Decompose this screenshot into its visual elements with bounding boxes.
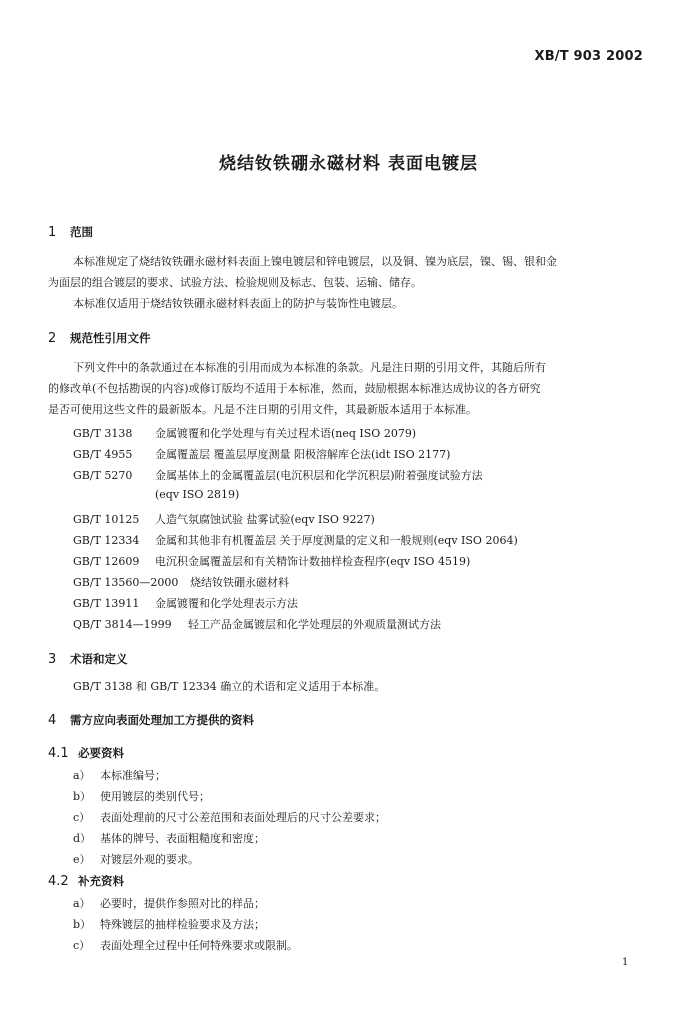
standard-code: XB/T 903 2002: [534, 49, 643, 64]
section-title: 需方应向表面处理加工方提供的资料: [70, 713, 254, 727]
reference-title: 金属覆盖层 覆盖层厚度测量 阳极溶解库仑法(idt ISO 2177): [155, 448, 451, 461]
section-4-1-heading: [48, 745, 124, 761]
section-title: 术语和定义: [70, 652, 128, 666]
section-title: 必要资料: [78, 746, 124, 760]
reference-item: [73, 532, 518, 548]
reference-code: QB/T 3814—1999: [73, 618, 172, 631]
required-item: [73, 851, 199, 867]
reference-code: GB/T 4955: [73, 448, 133, 461]
reference-code: GB/T 12609: [73, 555, 140, 568]
normative-intro-line-3: 是否可使用这些文件的最新版本。凡是不注日期的引用文件，其最新版本适用于本标准。: [48, 403, 477, 416]
scope-paragraph-1-line-2: 为面层的组合镀层的要求、试验方法、检验规则及标志、包装、运输、储存。: [48, 276, 422, 289]
document-title: 烧结钕铁硼永磁材料 表面电镀层: [219, 154, 478, 174]
reference-title: 轻工产品金属镀层和化学处理层的外观质量测试方法: [188, 618, 441, 631]
reference-item: [73, 511, 375, 527]
normative-intro-line-1: 下列文件中的条款通过在本标准的引用而成为本标准的条款。凡是注日期的引用文件，其随后所有: [73, 361, 546, 374]
reference-item: [73, 467, 483, 483]
supplementary-item: [73, 895, 265, 911]
section-4-heading: [48, 712, 254, 728]
section-number: 4.2: [48, 874, 69, 889]
section-2-heading: [48, 330, 151, 346]
section-title: 补充资料: [78, 874, 124, 888]
reference-code: GB/T 5270: [73, 469, 133, 482]
reference-item: [73, 574, 289, 590]
reference-title: 金属镀覆和化学处理与有关过程术语(neq ISO 2079): [155, 427, 417, 440]
section-3-heading: [48, 651, 128, 667]
item-label: a）: [73, 897, 91, 910]
reference-code: GB/T 12334: [73, 534, 140, 547]
section-title: 范围: [70, 225, 93, 239]
page-number: 1: [622, 957, 629, 968]
reference-code: GB/T 10125: [73, 513, 140, 526]
reference-item: [73, 446, 450, 462]
reference-title: 烧结钕铁硼永磁材料: [190, 576, 289, 589]
section-number: 4.1: [48, 746, 69, 761]
item-label: b）: [73, 918, 92, 931]
scope-paragraph-1-line-1: 本标准规定了烧结钕铁硼永磁材料表面上镍电镀层和锌电镀层，以及铜、镍为底层，镍、锡、银和金: [73, 255, 557, 268]
required-item: [73, 788, 210, 804]
reference-item: [73, 488, 239, 501]
item-label: a）: [73, 769, 91, 782]
item-label: e）: [73, 853, 91, 866]
reference-title: 金属基体上的金属覆盖层(电沉积层和化学沉积层)附着强度试验方法: [155, 469, 483, 482]
reference-code: GB/T 3138: [73, 427, 133, 440]
section-title: 规范性引用文件: [70, 331, 151, 345]
item-text: 本标准编号；: [100, 769, 166, 782]
item-text: 特殊镀层的抽样检验要求及方法；: [100, 918, 265, 931]
reference-item: [73, 553, 470, 569]
item-label: c）: [73, 811, 91, 824]
section-4-2-heading: [48, 873, 124, 889]
item-text: 对镀层外观的要求。: [100, 853, 199, 866]
item-text: 表面处理全过程中任何特殊要求或限制。: [100, 939, 298, 952]
item-text: 必要时，提供作参照对比的样品；: [100, 897, 265, 910]
reference-item: [73, 425, 416, 441]
terms-paragraph: GB/T 3138 和 GB/T 12334 确立的术语和定义适用于本标准。: [73, 680, 386, 693]
item-label: c）: [73, 939, 91, 952]
section-number: 3: [48, 652, 57, 667]
reference-code: GB/T 13560—2000: [73, 576, 179, 589]
item-text: 基体的牌号、表面粗糙度和密度；: [100, 832, 265, 845]
supplementary-item: [73, 916, 265, 932]
item-label: b）: [73, 790, 92, 803]
required-item: [73, 767, 166, 783]
reference-title: 人造气氛腐蚀试验 盐雾试验(eqv ISO 9227): [155, 513, 375, 526]
section-number: 2: [48, 331, 57, 346]
normative-intro-line-2: 的修改单(不包括勘误的内容)或修订版均不适用于本标准，然而，鼓励根据本标准达成协议的各方研究: [48, 382, 541, 395]
supplementary-item: [73, 937, 298, 953]
reference-item: [73, 616, 441, 632]
section-number: 4: [48, 713, 57, 728]
reference-title: (eqv ISO 2819): [155, 488, 240, 501]
section-1-heading: [48, 224, 93, 240]
item-text: 表面处理前的尺寸公差范围和表面处理后的尺寸公差要求；: [100, 811, 386, 824]
section-number: 1: [48, 225, 57, 240]
scope-paragraph-2: 本标准仅适用于烧结钕铁硼永磁材料表面上的防护与装饰性电镀层。: [73, 297, 403, 310]
required-item: [73, 809, 386, 825]
reference-title: 电沉积金属覆盖层和有关精饰计数抽样检查程序(eqv ISO 4519): [155, 555, 471, 568]
required-item: [73, 830, 265, 846]
reference-item: [73, 595, 298, 611]
item-label: d）: [73, 832, 92, 845]
reference-title: 金属和其他非有机覆盖层 关于厚度测量的定义和一般规则(eqv ISO 2064): [155, 534, 518, 547]
item-text: 使用镀层的类别代号；: [100, 790, 210, 803]
reference-code: GB/T 13911: [73, 597, 140, 610]
reference-title: 金属镀覆和化学处理表示方法: [155, 597, 298, 610]
